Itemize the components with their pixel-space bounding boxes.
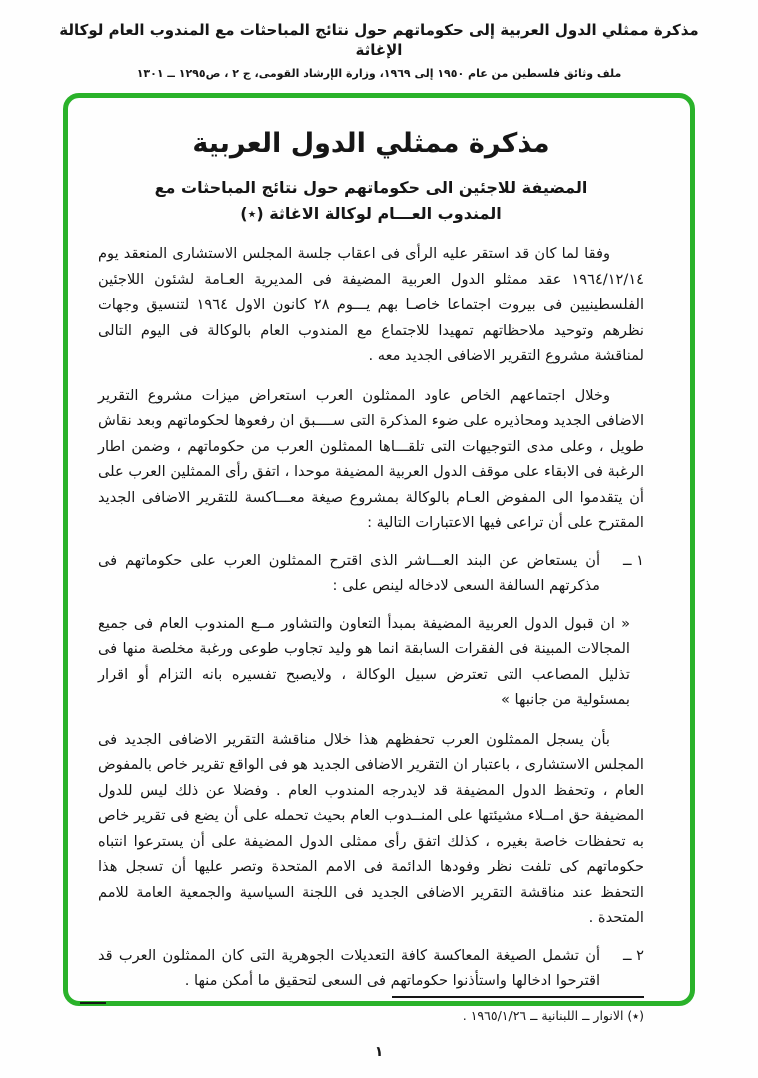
quote-paragraph: « ان قبول الدول العربية المضيفة بمبدأ التعاون والتشاور مــع المندوب العام فى جميع المجالات المبينة فى الفقرات السابقة انما هو وليد تجاوب طوعى ورغبة مخلصة منها فى تذليل المصاعب التى تعترض سبيل الوكالة ، ولايصبح تفسيره بانه التزام أو اقرار بمسئولية من جانبها » [98, 614, 630, 708]
document-subtitle-line-1: المضيفة للاجئين الى حكوماتهم حول نتائج المباحثات مع [154, 178, 588, 197]
document-title: مذكرة ممثلي الدول العربية [192, 128, 550, 159]
document-green-frame [63, 93, 695, 1023]
list-item-2 [98, 943, 644, 994]
paragraph-intro: وفقا لما كان قد استقر عليه الرأى فى اعقاب جلسة المجلس الاستشارى المنعقد يوم ١٩٦٤/١٢/١٤ عقد ممثلو الدول العربية المضيفة فى المديرية العـامة لشئون اللاجئين الفلسطينيين فى بيروت اجتماعا خاصـا بهم يـــوم ٢٨ كانون الاول ١٩٦٤ لتنسيق وجهات نظرهم وتوحيد ملاحظاتهم تمهيدا للاجتماع مع المندوب العام بالوكالة فى اليوم التالى لمناقشة مشروع التقرير الاضافى الجديد معه . [98, 245, 644, 364]
footnote-source: (٭) الانوار ــ اللبنانية ــ ١٩٦٥/١/٢٦ . [462, 1007, 644, 1023]
document-subtitle-line-2: المندوب العـــام لوكالة الاغاثة (٭) [240, 204, 502, 223]
paragraph-meeting: وخلال اجتماعهم الخاص عاود الممثلون العرب استعراض ميزات مشروع التقرير الاضافى الجديد ومحاذيره على ضوء المذكرة التى ســــبق ان رفعوها لحكوماتهم وبعد نقاش طويل ، وعلى مدى التوجيهات التى تلقـــاها الممثلون العرب من حكوماتهم ، وضمن اطار الرغبة فى الابقاء على موقف الدول العربية المضيفة موحدا ، اتفق رأى الممثلين العرب على أن يتقدموا الى المفوض العـام بالوكالة بمشروع صيغة معـــاكسة للتقرير الاضافى الجديد المقترح على أن تراعى فيها الاعتبارات التالية : [98, 386, 644, 531]
footnote-left-dash [80, 1002, 106, 1004]
item-1-text: أن يستعاض عن البند العـــاشر الذى اقترح الممثلون العرب على حكوماتهم فى مذكرتهم السالفة السعى لادخاله لينص على : [98, 551, 600, 594]
item-1-number: ١ ــ [622, 551, 644, 569]
page-header [39, 0, 719, 80]
item-2-number: ٢ ــ [622, 946, 644, 964]
list-item-1 [98, 548, 644, 599]
page-number: ١ [374, 1044, 384, 1060]
header-title: مذكرة ممثلي الدول العربية إلى حكوماتهم حول نتائج المباحثات مع المندوب العام لوكالة الإغاثة [59, 21, 699, 59]
item-2-text: أن تشمل الصيغة المعاكسة كافة التعديلات الجوهرية التى كان الممثلون العرب قد اقترحوا ادخالها واستأذنوا حكوماتهم فى السعى لتحقيق ما أمكن منها . [98, 946, 600, 989]
header-source-line: ملف وثائق فلسطين من عام ١٩٥٠ إلى ١٩٦٩، وزارة الإرشاد القومى، ج ٢ ، ص١٢٩٥ ــ ١٣٠١ [136, 67, 622, 80]
paragraph-reservation: بأن يسجل الممثلون العرب تحفظهم هذا خلال مناقشة التقرير الاضافى الجديد فى المجلس الاستشارى ، باعتبار ان التقرير الاضافى الجديد هو فى الواقع تقرير خاص بالمفوض العام ، وتحفظ الدول المضيفة قد لايدرجه المندوب العام . وفضلا عن ذلك ليس للدول المضيفة حق امــلاء مشيئتها على المنــدوب العام بحيث تحمله على أن يضع فى تقرير خاص به تحفظات خاصة بغيره ، كذلك اتفق رأى ممثلى الدول المضيفة على أن يسترعوا انتباه حكوماتهم كى تلفت نظر وفودها الدائمة فى الامم المتحدة وتصر عليها أن تسجل هذا التحفظ عند مناقشة التقرير الاضافى الجديد فى اللجنة السياسية والجمعية العامة للامم المتحدة . [98, 730, 644, 926]
footnote-separator-rule [392, 996, 644, 998]
footnote-area [98, 996, 644, 1029]
document-body [98, 241, 644, 1028]
